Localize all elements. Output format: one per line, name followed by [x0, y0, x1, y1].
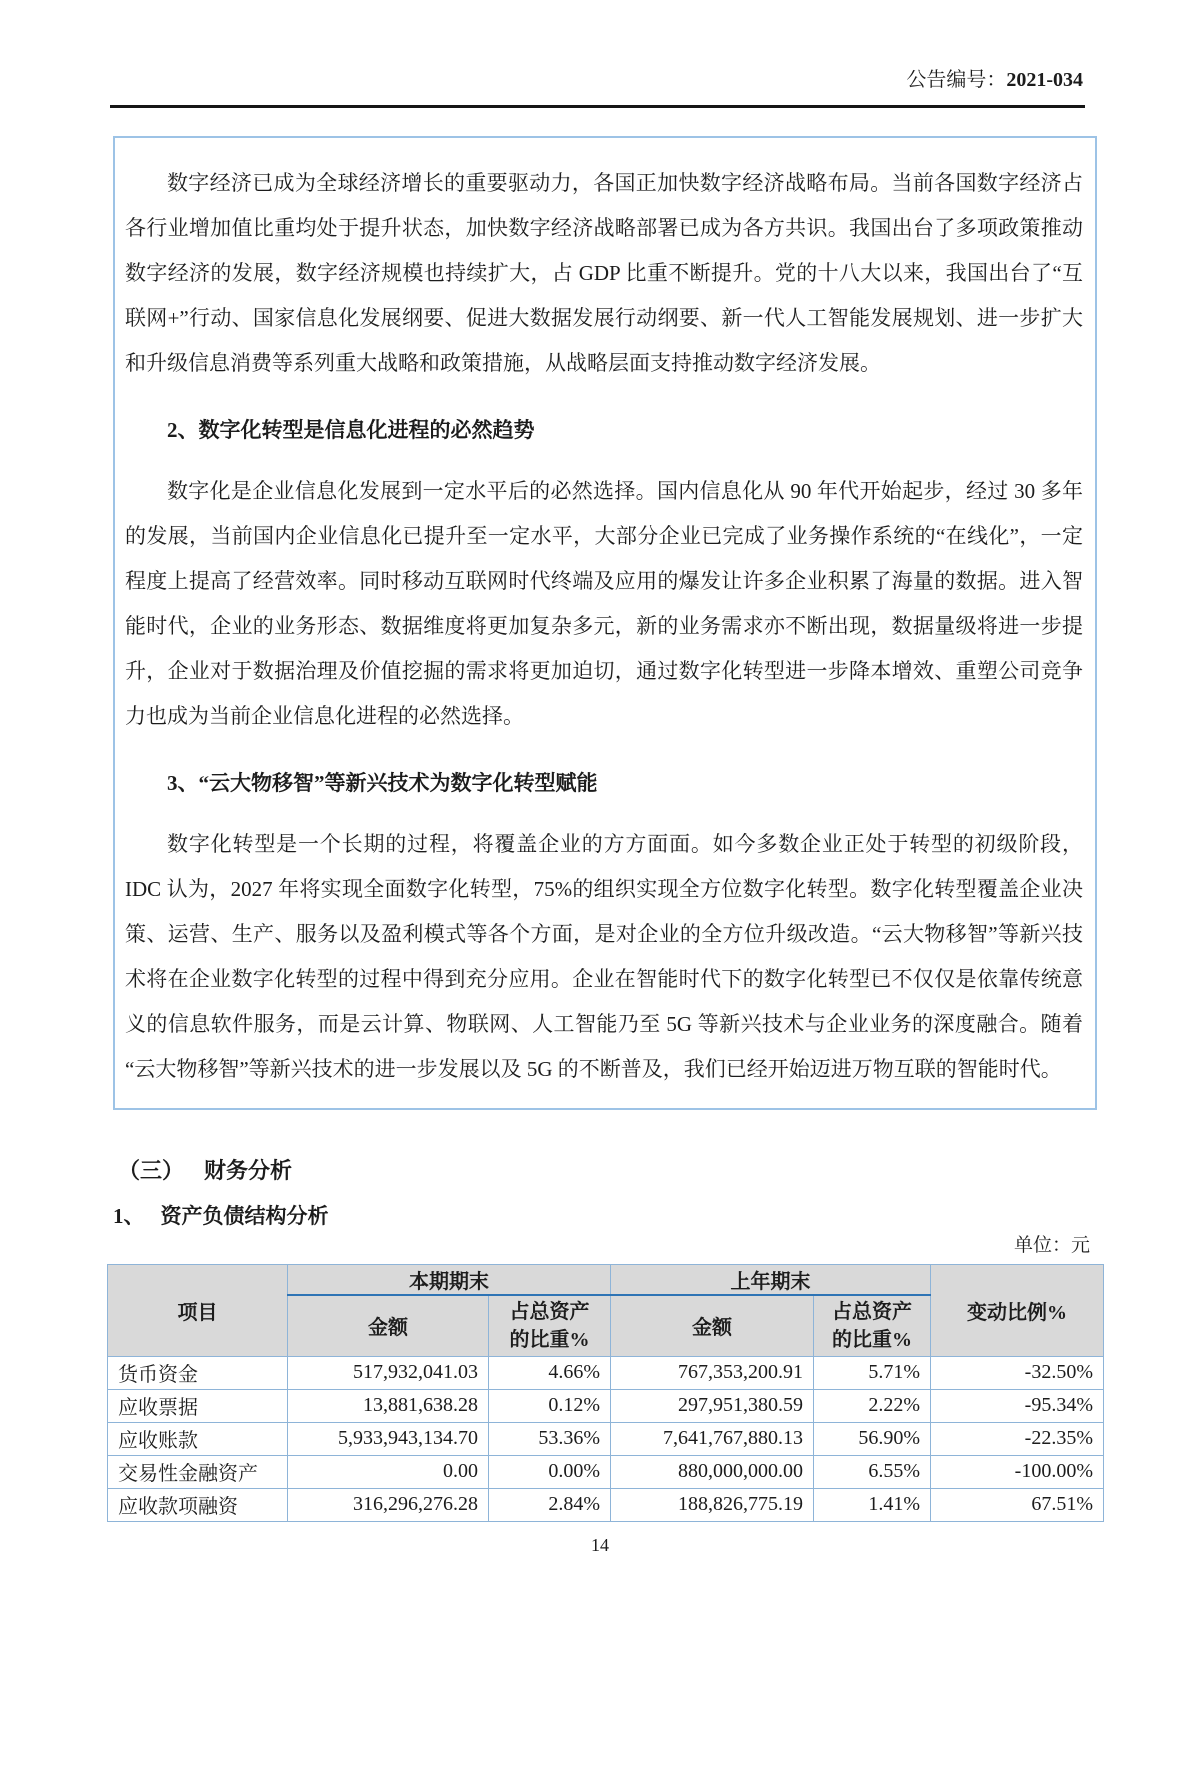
ratio-header-line1: 占总资产	[509, 1300, 590, 1323]
table-header-row-groups	[108, 1265, 1104, 1296]
unit-note: 单位：元	[1013, 1235, 1090, 1256]
heading-digital-transformation-trend: 2、数字化转型是信息化进程的必然趋势	[167, 418, 535, 442]
cell-current-amount: 316,296,276.28	[288, 1488, 489, 1521]
subsection-heading-balance-structure	[113, 1201, 1200, 1231]
cell-current-amount: 0.00	[288, 1455, 489, 1488]
cell-prior-amount: 188,826,775.19	[611, 1488, 814, 1521]
cell-prior-ratio: 56.90%	[814, 1422, 931, 1455]
ratio-header-line2: 的比重%	[509, 1328, 590, 1351]
cell-current-ratio: 4.66%	[489, 1356, 611, 1389]
balance-sheet-table	[107, 1264, 1104, 1522]
cell-prior-amount: 297,951,380.59	[611, 1389, 814, 1422]
paragraph-digital-economy: 数字经济已成为全球经济增长的重要驱动力，各国正加快数字经济战略布局。当前各国数字经济占各行业增加值比重均处于提升状态，加快数字经济战略部署已成为各方共识。我国出台了多项政策推动数字经济的发展，数字经济规模也持续扩大，占 GDP 比重不断提升。党的十八大以来，我国出台了“互联网+”行动、国家信息化发展纲要、促进大数据发展行动纲要、新一代人工智能发展规划、进一步扩大和升级信息消费等系列重大战略和政策措施，从战略层面支持推动数字经济发展。	[125, 171, 1083, 375]
cell-prior-amount: 7,641,767,880.13	[611, 1422, 814, 1455]
announcement-label: 公告编号：	[906, 69, 1007, 91]
table-row	[108, 1389, 1104, 1422]
section-heading-financial-analysis	[118, 1156, 1200, 1186]
cell-change: -100.00%	[931, 1455, 1104, 1488]
table-row	[108, 1455, 1104, 1488]
cell-change: -95.34%	[931, 1389, 1104, 1422]
header-cell-change: 变动比例%	[931, 1265, 1104, 1357]
cell-item: 应收款项融资	[108, 1488, 288, 1521]
cell-current-ratio: 53.36%	[489, 1422, 611, 1455]
cell-change: -22.35%	[931, 1422, 1104, 1455]
announcement-number: 2021-034	[1006, 69, 1083, 91]
header-cell-current-period: 本期期末	[288, 1265, 611, 1296]
header-rule	[110, 105, 1085, 108]
cell-prior-ratio: 2.22%	[814, 1389, 931, 1422]
header-cell-prior-amount: 金额	[611, 1295, 814, 1356]
cell-item: 货币资金	[108, 1356, 288, 1389]
page-number: 14	[591, 1534, 609, 1555]
cell-item: 应收账款	[108, 1422, 288, 1455]
cell-item: 应收票据	[108, 1389, 288, 1422]
cell-current-ratio: 0.00%	[489, 1455, 611, 1488]
header-cell-prior-period: 上年期末	[611, 1265, 931, 1296]
cell-change: -32.50%	[931, 1356, 1104, 1389]
cell-current-amount: 517,932,041.03	[288, 1356, 489, 1389]
cell-item: 交易性金融资产	[108, 1455, 288, 1488]
header-cell-item: 项目	[108, 1265, 288, 1357]
cell-current-ratio: 2.84%	[489, 1488, 611, 1521]
cell-prior-amount: 880,000,000.00	[611, 1455, 814, 1488]
section-title: 财务分析	[204, 1158, 293, 1183]
header-cell-prior-ratio	[814, 1295, 931, 1356]
announcement-number-line	[0, 68, 1083, 92]
header-cell-current-ratio	[489, 1295, 611, 1356]
cell-prior-ratio: 6.55%	[814, 1455, 931, 1488]
ratio-header-line2: 的比重%	[832, 1328, 912, 1351]
heading-emerging-tech: 3、“云大物移智”等新兴技术为数字化转型赋能	[167, 771, 598, 795]
cell-change: 67.51%	[931, 1488, 1104, 1521]
cell-prior-ratio: 5.71%	[814, 1356, 931, 1389]
table-row	[108, 1356, 1104, 1389]
header-cell-current-amount: 金额	[288, 1295, 489, 1356]
cell-current-amount: 13,881,638.28	[288, 1389, 489, 1422]
subsection-label: 1、	[113, 1204, 145, 1228]
cell-prior-amount: 767,353,200.91	[611, 1356, 814, 1389]
cell-prior-ratio: 1.41%	[814, 1488, 931, 1521]
cell-current-amount: 5,933,943,134.70	[288, 1422, 489, 1455]
subsection-title: 资产负债结构分析	[160, 1204, 329, 1228]
table-row	[108, 1422, 1104, 1455]
paragraph-digital-transformation: 数字化是企业信息化发展到一定水平后的必然选择。国内信息化从 90 年代开始起步，经过 30 多年的发展，当前国内企业信息化已提升至一定水平，大部分企业已完成了业务操作系统的“在线化”，一定程度上提高了经营效率。同时移动互联网时代终端及应用的爆发让许多企业积累了海量的数据。进入智能时代，企业的业务形态、数据维度将更加复杂多元，新的业务需求亦不断出现，数据量级将进一步提升，企业对于数据治理及价值挖掘的需求将更加迫切，通过数字化转型进一步降本增效、重塑公司竞争力也成为当前企业信息化进程的必然选择。	[125, 479, 1083, 728]
section-label: （三）	[118, 1158, 185, 1183]
intro-text-box	[113, 136, 1097, 1110]
table-row	[108, 1488, 1104, 1521]
cell-current-ratio: 0.12%	[489, 1389, 611, 1422]
paragraph-emerging-tech: 数字化转型是一个长期的过程，将覆盖企业的方方面面。如今多数企业正处于转型的初级阶段，IDC 认为，2027 年将实现全面数字化转型，75%的组织实现全方位数字化转型。数字化转型覆盖企业决策、运营、生产、服务以及盈利模式等各个方面，是对企业的全方位升级改造。“云大物移智”等新兴技术将在企业数字化转型的过程中得到充分应用。企业在智能时代下的数字化转型已不仅仅是依靠传统意义的信息软件服务，而是云计算、物联网、人工智能乃至 5G 等新兴技术与企业业务的深度融合。随着 “云大物移智”等新兴技术的进一步发展以及 5G 的不断普及，我们已经开始迈进万物互联的智能时代。	[125, 832, 1083, 1081]
ratio-header-line1: 占总资产	[832, 1300, 912, 1323]
